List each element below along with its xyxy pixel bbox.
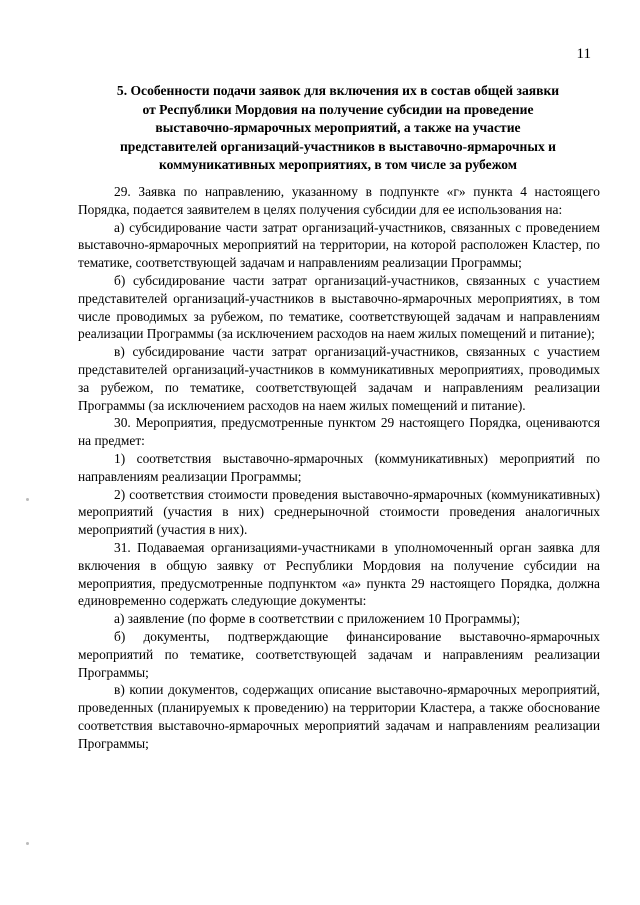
document-body xyxy=(78,183,600,753)
paragraph-31-c: в) копии документов, содержащих описание выставочно-ярмарочных мероприятий, проведенных (планируемых к проведению) на территории Кластера, а также обоснование соответствия выставочно-ярмарочных мероприятий задачам и направлениям реализации Программы; xyxy=(78,682,600,751)
paragraph-30-1: 1) соответствия выставочно-ярмарочных (коммуникативных) мероприятий по направлениям реализации Программы; xyxy=(78,450,600,484)
heading-line: от Республики Мордовия на получение субсидии на проведение xyxy=(142,101,534,117)
paragraph-29-b: б) субсидирование части затрат организаций-участников, связанных с участием представителей организаций-участников в выставочно-ярмарочных мероприятиях, в том числе проводимых за рубежом, по тематике, соответствующей задачам и направлениям реализации Программы (за исключением расходов на наем жилых помещений и питание); xyxy=(78,272,600,342)
page-number: 11 xyxy=(576,46,591,62)
scan-speck xyxy=(26,498,29,501)
heading-line: представителей организаций-участников в выставочно-ярмарочных и xyxy=(119,138,557,154)
heading-line: выставочно-ярмарочных мероприятий, а также на участие xyxy=(155,120,521,135)
paragraph-31-b: б) документы, подтверждающие финансирование выставочно-ярмарочных мероприятий по тематике, соответствующей задачам и направлениям реализации Программы; xyxy=(78,628,600,680)
paragraph-29-c: в) субсидирование части затрат организаций-участников, связанных с участием представителей организаций-участников в коммуникативных мероприятиях, проводимых за рубежом, по тематике, соответствующей задачам и направлениям реализации Программы (за исключением расходов на наем жилых помещений и питание). xyxy=(78,344,600,413)
paragraph-29: 29. Заявка по направлению, указанному в подпункте «г» пункта 4 настоящего Порядка, подается заявителем в целях получения субсидии для ее использования на: xyxy=(78,184,600,217)
paragraph-31: 31. Подаваемая организациями-участниками в уполномоченный орган заявка для включения в общую заявку от Республики Мордовия на получение субсидии на мероприятия, предусмотренные подпунктом «а» пункта 29 настоящего Порядка, должна единовременно содержать следующие документы: xyxy=(78,539,600,609)
paragraph-30: 30. Мероприятия, предусмотренные пунктом 29 настоящего Порядка, оцениваются на предмет: xyxy=(78,415,600,449)
heading-line: коммуникативных мероприятиях, в том числе за рубежом xyxy=(158,157,518,172)
heading-line: 5. Особенности подачи заявок для включения их в состав общей заявки xyxy=(116,83,560,98)
section-heading xyxy=(78,82,598,175)
paragraph-30-2: 2) соответствия стоимости проведения выставочно-ярмарочных (коммуникативных) мероприятий (участия в них) среднерыночной стоимости проведения аналогичных мероприятий (участия в них). xyxy=(78,486,600,538)
paragraph-31-a: а) заявление (по форме в соответствии с приложением 10 Программы); xyxy=(114,611,521,627)
paragraph-29-a: а) субсидирование части затрат организаций-участников, связанных с проведением выставочно-ярмарочных мероприятий на территории, на которой расположен Кластер, по тематике, соответствующей задачам и направлениям реализации Программы; xyxy=(78,219,600,271)
scan-speck xyxy=(26,842,29,845)
